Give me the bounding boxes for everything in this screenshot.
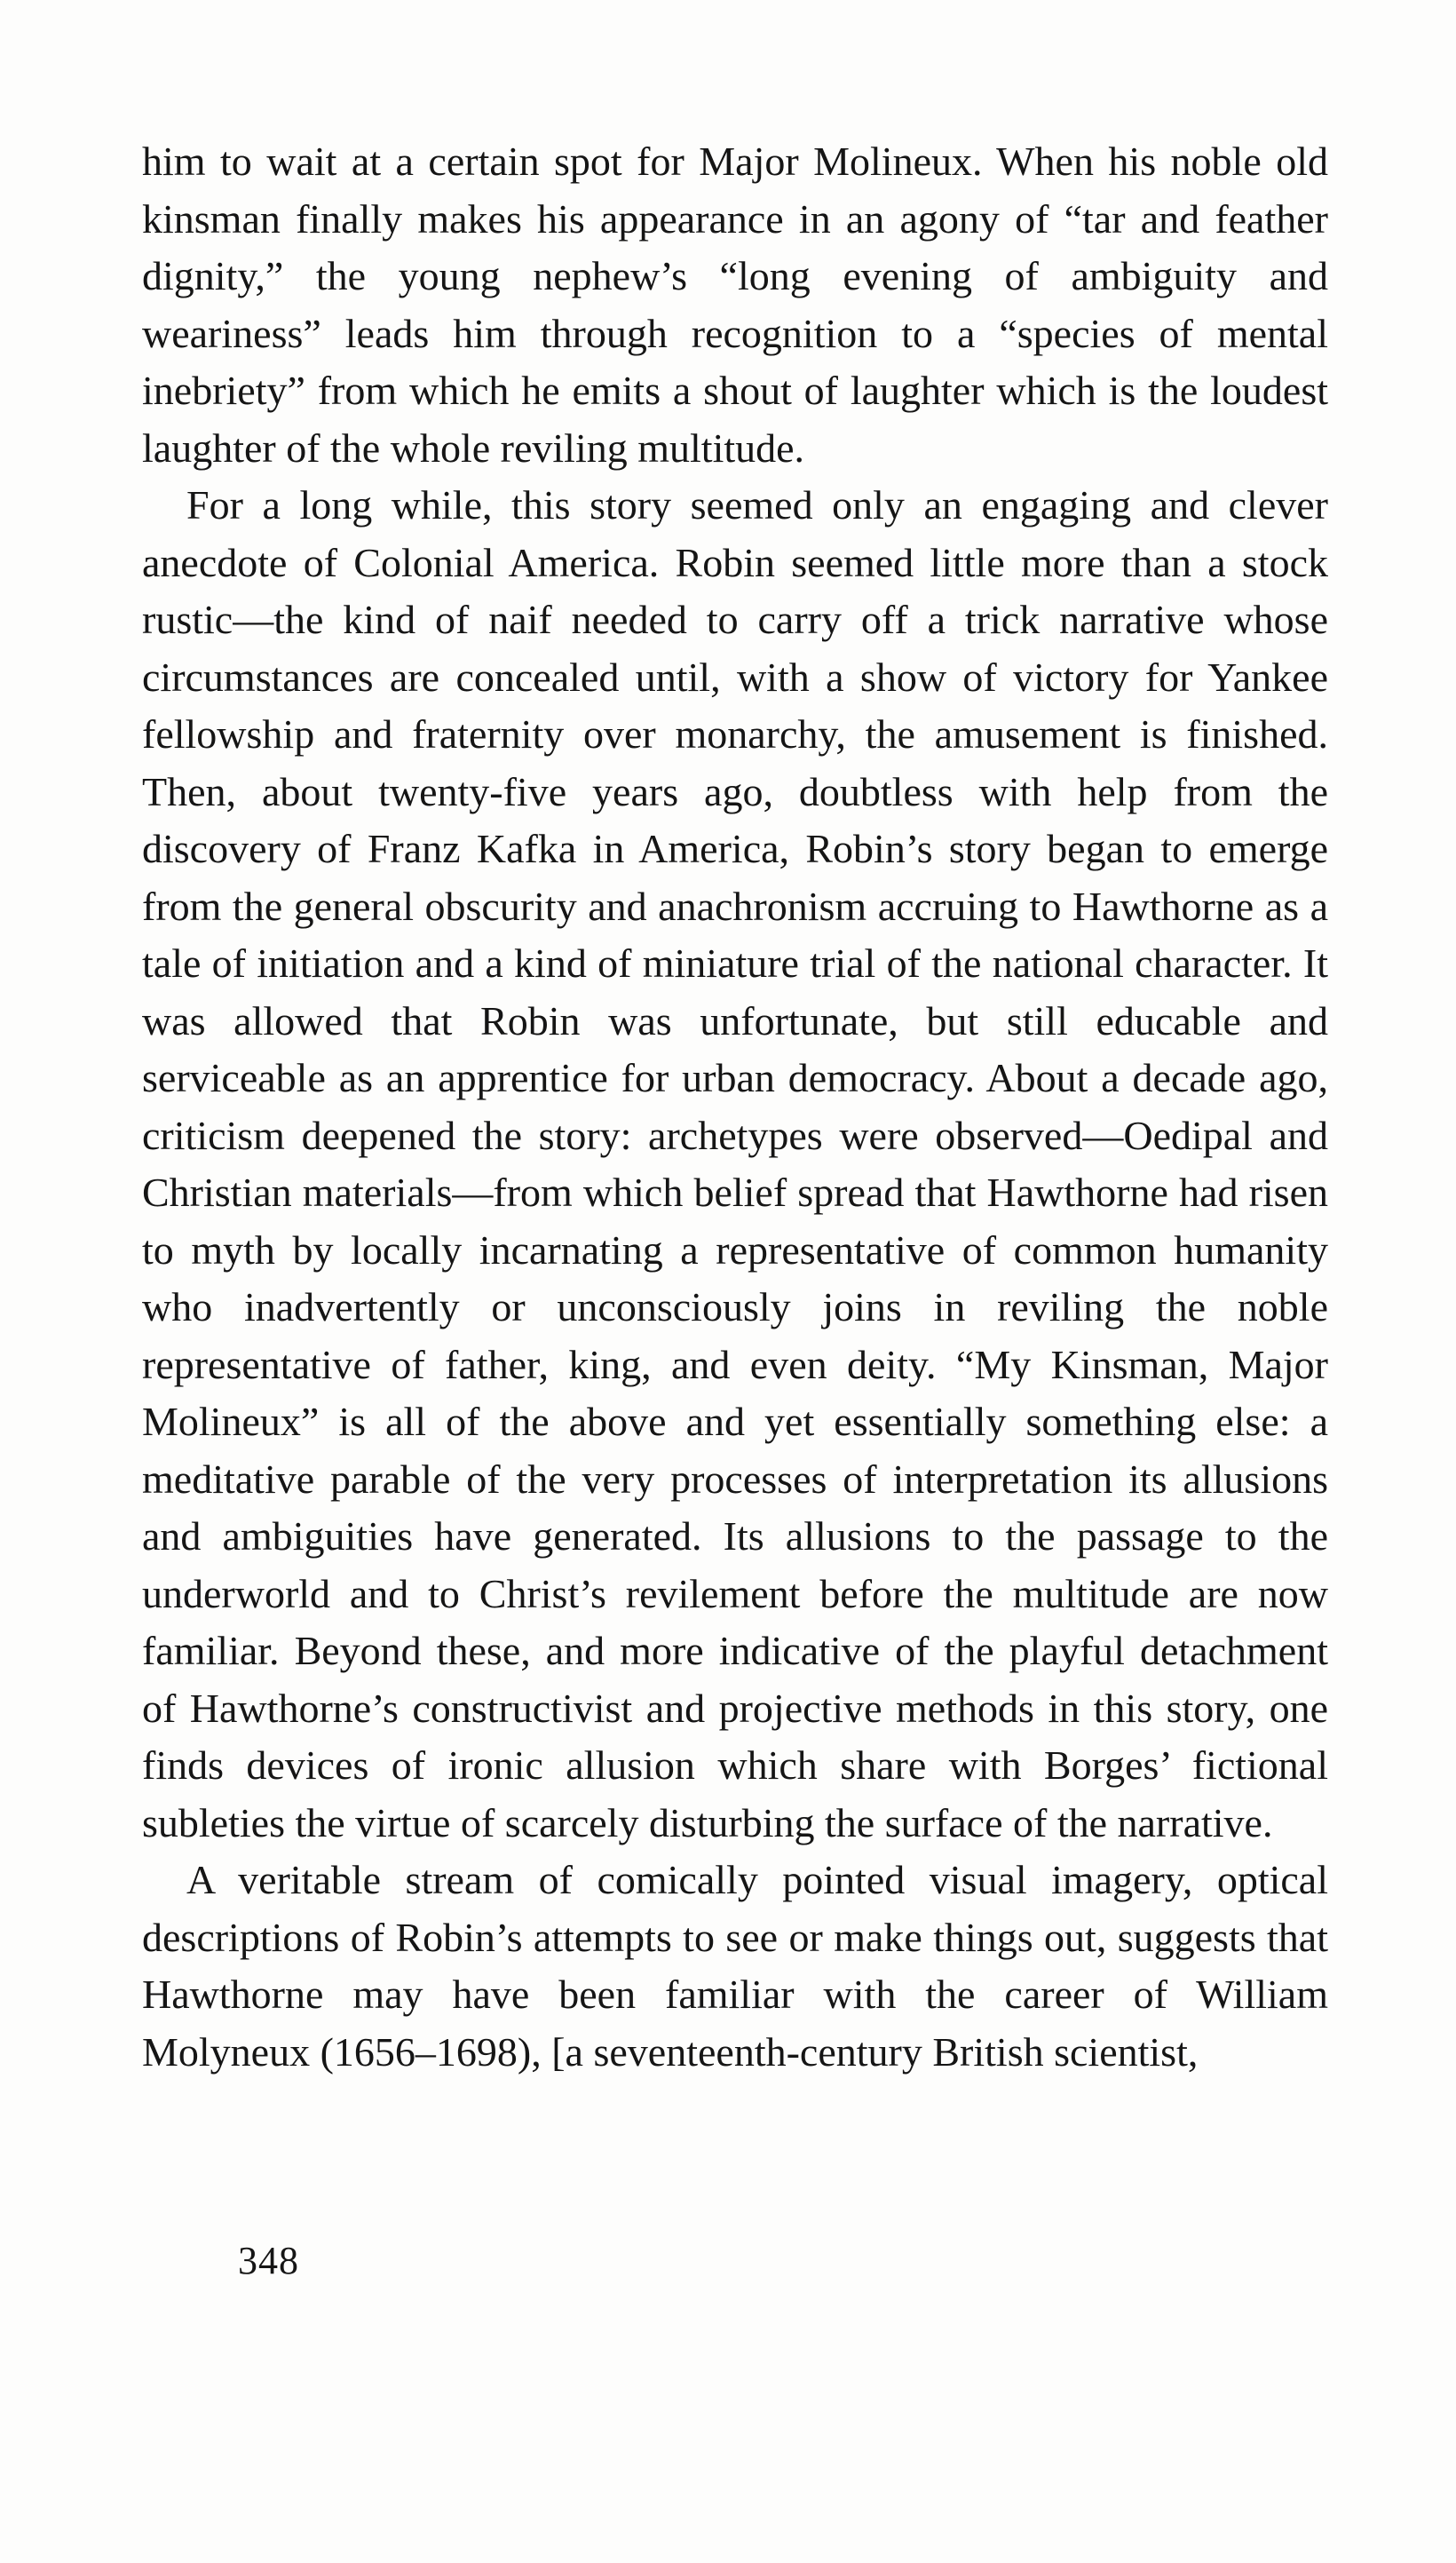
body-text (142, 133, 1328, 2081)
paragraph-continuation: him to wait at a certain spot for Major Molineux. When his noble old kinsman finally makes his appearance in an agony of “tar and feather dignity,” the young nephew’s “long evening of ambiguity and weariness” leads him through recognition to a “species of mental inebriety” from which he emits a shout of laughter which is the loudest laughter of the whole reviling multitude. (142, 139, 1328, 471)
paragraph-visual-imagery: A veritable stream of comically pointed visual imagery, optical descriptions of Robin’s attempts to see or make things out, suggests that Hawthorne may have been familiar with the career of William Molyneux (1656–1698), [a seventeenth-century British scientist, (142, 1857, 1328, 2075)
paragraph-story-criticism: For a long while, this story seemed only an engaging and clever anecdote of Colonial America. Robin seemed little more than a stock rustic—the kind of naif needed to carry off a trick narrative whose circumstances are concealed until, with a show of victory for Yankee fellowship and fraternity over monarchy, the amusement is finished. Then, about twenty-five years ago, doubtless with help from the discovery of Franz Kafka in America, Robin’s story began to emerge from the general obscurity and anachronism accruing to Hawthorne as a tale of initiation and a kind of miniature trial of the national character. It was allowed that Robin was unfortunate, but still educable and serviceable as an apprentice for urban democracy. About a decade ago, criticism deepened the story: archetypes were observed—Oedipal and Christian materials—from which belief spread that Hawthorne had risen to myth by locally incarnating a representative of common humanity who inadvertently or unconsciously joins in reviling the noble representative of father, king, and even deity. “My Kinsman, Major Molineux” is all of the above and yet essentially something else: a meditative parable of the very processes of interpretation its allusions and ambiguities have generated. Its allusions to the passage to the underworld and to Christ’s revilement before the multitude are now familiar. Beyond these, and more indicative of the playful detachment of Hawthorne’s constructivist and projective methods in this story, one finds devices of ironic allusion which share with Borges’ fictional subleties the virtue of scarcely disturbing the surface of the narrative. (142, 482, 1328, 1845)
page-number: 348 (238, 2239, 299, 2282)
